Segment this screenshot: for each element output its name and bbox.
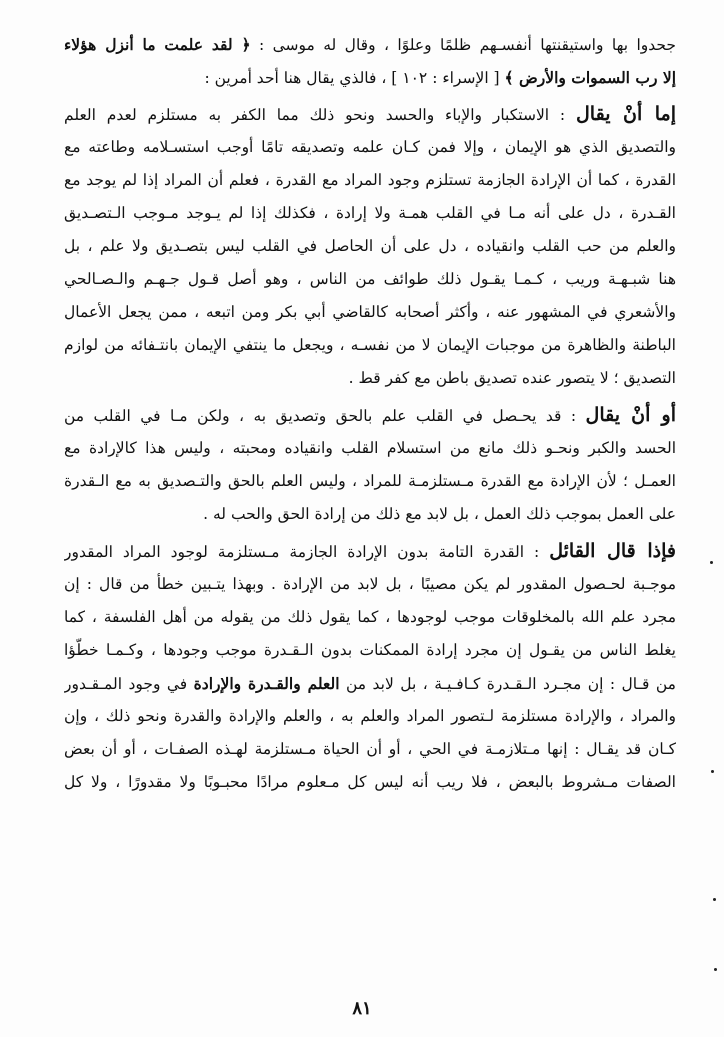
text-segment: جحدوا بها واستيقنتها أنفسـهم ظلمًا وعلوًا ، وقال له موسى : — [250, 36, 676, 54]
text-segment: القدرة ، كما أن الإرادة الجازمة تستلزم وجود المراد مع القدرة ، فعلم أن المراد إذا لم يوجد مع — [64, 171, 676, 189]
text-segment: يغلط الناس من يقـول إن مجرد إرادة الممكنات بدون الـقـدرة موجب وجودها ، وكـمـا خطّؤا — [64, 641, 676, 659]
scan-margin-mark — [714, 968, 717, 971]
text-segment: على العمل بموجب ذلك العمل ، بل لابد مع ذلك من إرادة الحق والحب له . — [203, 505, 676, 523]
text-line — [64, 733, 676, 766]
text-line — [64, 465, 676, 498]
paragraph-lead-phrase: فإذا قال القائل — [549, 540, 676, 562]
text-segment: موجـبة لحـصول المقدور لم يكن مصيبًا ، بل لابد من الإرادة . وبهذا يتـبين خطأ من قال : إن — [64, 575, 676, 593]
text-line — [64, 634, 676, 667]
text-line — [64, 230, 676, 263]
text-segment: والعلم من حب القلب وانقياده ، دل على أن الحاصل في القلب ليس بتصـديق ولا علم ، بل — [64, 237, 676, 255]
scan-margin-mark — [711, 770, 714, 773]
text-segment: : الاستكبار والإباء والحسد ونحو ذلك مما الكفر به مستلزم لعدم العلم — [64, 106, 576, 124]
text-line — [64, 700, 676, 733]
text-segment: مجرد علم الله بالمخلوقات موجب لوجودها ، كما يقول ذلك من يقوله من أهل الفلسفة ، كما — [64, 608, 676, 626]
text-segment: الباطنة والظاهرة من موجبات الإيمان لا من نفسـه ، ويجعل ما ينتفي الإيمان بانتـفائه من لوازم — [64, 336, 676, 354]
text-segment: في وجود المـقـدور — [64, 675, 194, 693]
text-segment: هنا شبـهـة وريب ، كـمـا يقـول ذلك طوائف من الناس ، وهو أصل قـول جـهـم والـصـالحي — [64, 270, 676, 288]
text-line — [64, 399, 676, 432]
text-line — [64, 197, 676, 230]
text-segment: الحسد والكبر ونحـو ذلك مانع من استسلام القلب وانقياده ومحبته ، وليس هذا كالإرادة مع — [64, 439, 676, 457]
text-line — [64, 667, 676, 700]
page-number: ٨١ — [352, 998, 372, 1019]
text-segment: الصفات مـشروط بالبعض ، فلا ريب أنه ليس كل مـعلوم مرادًا محبـوبًا ولا مقدورًا ، ولا كل — [64, 773, 676, 791]
emphasized-text: إلا رب السموات والأرض ﴾ — [504, 68, 676, 87]
text-segment: من قـال : إن مجـرد الـقـدرة كـافـيـة ، بل لابد من — [339, 675, 676, 693]
text-line — [64, 601, 676, 634]
text-line — [64, 535, 676, 568]
text-line — [64, 432, 676, 465]
text-line — [64, 131, 676, 164]
text-line — [64, 98, 676, 131]
scan-margin-mark — [710, 561, 713, 564]
text-line — [64, 61, 676, 94]
text-line — [64, 362, 676, 395]
body-text — [64, 28, 676, 799]
paragraph-lead-phrase: إما أنْ يقال — [575, 103, 676, 125]
text-line — [64, 28, 676, 61]
text-line — [64, 296, 676, 329]
text-segment: : قد يحـصل في القلب علم بالحق وتصديق به ، ولكن مـا في القلب من — [64, 407, 586, 425]
emphasized-text: العلم والقـدرة والإرادة — [193, 674, 340, 693]
text-line — [64, 498, 676, 531]
emphasized-text: ﴿ لقد علمت ما أنزل هؤلاء — [64, 35, 251, 54]
text-line — [64, 263, 676, 296]
text-segment: والمراد ، والإرادة مستلزمة لـتصور المراد والعلم به ، والعلم والإرادة والقدرة ونحو ذلك ، وإن — [64, 707, 676, 725]
text-segment: التصديق ؛ لا يتصور عنده تصديق باطن مع كفر قط . — [348, 369, 676, 387]
text-line — [64, 164, 676, 197]
text-segment: والتصديق الذي هو الإيمان ، وإلا فمن كـان علمه وتصديقه تامًا أوجب استسـلامه وطاعته مع — [64, 138, 676, 156]
text-line — [64, 766, 676, 799]
paragraph-lead-phrase: أو أنْ يقال — [585, 404, 676, 426]
text-line — [64, 329, 676, 362]
text-segment: القـدرة ، دل على أنه مـا في القلب همـة ولا إرادة ، فكذلك إذا لم يـوجد مـوجب الـتصـديق — [64, 204, 676, 222]
scan-margin-mark — [713, 898, 716, 901]
text-line — [64, 568, 676, 601]
text-segment: : القدرة التامة بدون الإرادة الجازمة مـستلزمة لوجود المراد المقدور — [64, 543, 550, 561]
text-segment: كـان قد يقـال : إنها مـتلازمـة في الحي ، أو أن الحياة مـستلزمة لهـذه الصفـات ، أو أن بعض — [64, 740, 676, 758]
text-segment: العمـل ؛ لأن الإرادة مع القدرة مـستلزمـة للمراد ، وليس العلم بالحق والتـصديق به مع الـقدرة — [64, 472, 676, 490]
text-segment: والأشعري في المشهور عنه ، وأكثر أصحابه كالقاضي أبي بكر ومن اتبعه ، ممن يجعل الأعمال — [64, 303, 676, 321]
text-segment: [ الإسراء : ١٠٢ ] ، فالذي يقال هنا أحد أمرين : — [204, 69, 505, 87]
